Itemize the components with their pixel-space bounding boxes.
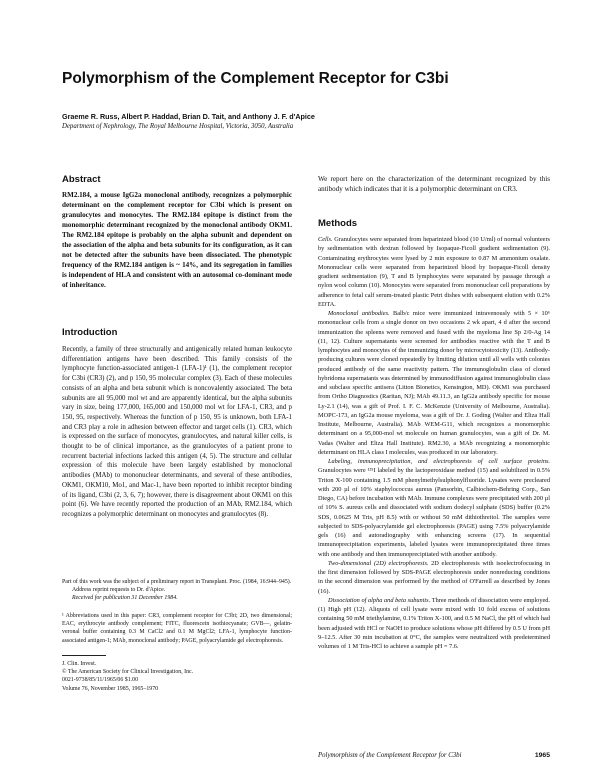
- methods-paragraph: Monoclonal antibodies. Balb/c mice were immunized intravenously with 5 × 10⁶ mononuclear cells from a single donor on two occasions 2 wk apart, 4 d after the second immunization the spleens were removed and fused with the myeloma line Sp 2/0-Ag 14 (11, 12). Culture supernatants were screened for antibodies reactive with the T and B lymphocytes and monocytes of the immunizing donor by microcytotoxicity (13). Antibody-producing cultures were cloned repeatedly by limiting dilution until all wells with colonies produced antibody of the same reactivity pattern. The immunoglobulin class of cloned hybridoma supernatants was determined by immunodiffusion against immunoglobulin class and subclass specific antisera (Litton Bionetics, Kensington, MD). OKM1 was purchased from Ortho Diagnostics (Raritan, NJ); MAb 49.11.3, an IgG2a antibody specific for mouse Ly-2.1 (14), was a gift of Prof. I. F. C. McKenzie (University of Melbourne, Australia). MOPC-173, an IgG2a mouse myeloma, was a gift of Dr. J. Goding (Walter and Eliza Hall Institute, Melbourne, Australia). MAb WEM-G11, which recognizes a monomorphic determinant on a 95,000-mol wt molecule on human granulocytes, was a gift of Dr. M. Vadas (Walter and Eliza Hall Institute). RM2.30, a MAb recognizing a monomorphic determinant on HLA class I molecules, was produced in our laboratory.: [318, 310, 550, 456]
- affiliation: Department of Nephrology, The Royal Melbourne Hospital, Victoria, 3050, Australia: [62, 123, 294, 130]
- methods-paragraph: Dissociation of alpha and beta subunits. Three methods of dissociation were employed. (1) High pH (12). Aliquots of cell lysate were mixed with 10 fold excess of solutions containing 50 mM triethylamine, 0.1% Triton X-100, and 0.5 M NaCl, the pH of which had been adjusted with HCl or NaOH to produce solutions whose pH differed by 0.5 U from pH 9–12.5. After 30 min incubation at 0°C, the samples were neutralized with predetermined volumes of 1 M Tris-HCl to achieve a sample pH = 7.6.: [318, 596, 550, 650]
- abstract-heading: Abstract: [62, 174, 101, 185]
- methods-paragraph: Cells. Granulocytes were separated from heparinized blood (10 U/ml) of normal volunteers by sedimentation with dextran followed by Isopaque-Ficoll gradient sedimentation (9). Contaminating erythrocytes were lysed by 2 min exposure to 0.87 M ammonium oxalate. Mononuclear cells were separated from heparinized blood by Isopaque-Ficoll density gradient sedimentation (9), T and B lymphocytes were separated by passage through a nylon wool column (10). Monocytes were separated from mononuclear cell preparations by adherence to fetal calf serum-treated plastic Petri dishes with subsequent elution with 0.2% EDTA.: [318, 236, 550, 308]
- journal-volume: Volume 76, November 1985, 1965–1970: [62, 685, 159, 692]
- methods-text: [318, 235, 550, 651]
- footnote-abbreviations: ¹ Abbreviations used in this paper: CR3, complement receptor for C3bi; 2D, two dimensional; EAC, erythrocyte antibody complement; FITC, fluorescein isothiocyanate; GVB—, gelatin-veronal buffer containing 0.3 M CaCl2 and 0.1 M MgCl2; LFA-1, lymphocyte function-associated antigen-1; MAb, monoclonal antibody; PAGE, polyacrylamide gel electrophoresis.: [62, 613, 292, 644]
- introduction-text: Recently, a family of three structurally and antigenically related human leukocyte differentiation antigens have been described. This family consists of the lymphocyte function-associated antigen-1 (LFA-1)¹ (1), the complement receptor for C3bi (CR3) (2), and p 150, 95 molecular complex (3). Each of these molecules consists of an alpha and beta subunit which is noncovalently associated. The beta subunits are all 95,000 mol wt and are apparently identical, but the alpha subunits vary in size, being 177,000, 165,000 and 150,000 mol wt for LFA-1, CR3, and p 150, 95, respectively. Whereas the function of p 150, 95 is unknown, both LFA-1 and CR3 play a role in adhesion between effector and target cells (1). CR3, which is expressed on the surface of monocytes, granulocytes, and natural killer cells, is thought to be of clinical importance, as the granulocytes of a patient prone to recurrent bacterial infections lacked this antigen (4, 5). The structure and cellular expression of this molecule have been largely established by monoclonal antibodies (MAb) to mononuclear determinants, and several of these antibodies, OKM1, OKM10, Mo1, and Mac-1, have been reported to inhibit receptor binding of its ligand, C3bi (2, 3, 6, 7); however, there is disagreement about OKM1 on this point (6). We have recently reported the production of an MAb, RM2.184, which recognizes a polymorphic determinant on monocytes and granulocytes (8).: [62, 346, 292, 518]
- footnote-preliminary: Part of this work was the subject of a preliminary report in Transplant. Proc. (1984, 16:944–945).: [62, 579, 292, 585]
- running-footer: [318, 752, 550, 759]
- journal-name: J. Clin. Invest.: [62, 661, 97, 667]
- footnote-received: Received for publication 31 December 1984.: [72, 595, 178, 602]
- journal-info: [62, 660, 292, 693]
- journal-copyright: © The American Society for Clinical Investigation, Inc.: [62, 669, 194, 676]
- footnote-address: Address reprint requests to Dr. d'Apice.: [72, 587, 166, 594]
- journal-code: 0021-9738/85/11/1965/06 $1.00: [62, 677, 139, 684]
- introduction-heading: Introduction: [62, 327, 118, 338]
- footnote-divider: [62, 655, 106, 656]
- right-intro-text: We report here on the characterization of the determinant recognized by this antibody which indicates that it is a polymorphic determinant on CR3.: [318, 175, 550, 193]
- methods-heading: Methods: [318, 218, 358, 229]
- page-number: 1965: [534, 752, 550, 759]
- methods-paragraph: Labeling, immunoprecipitation, and electrophoresis of cell surface proteins. Granulocytes were ¹²⁵I labeled by the lactoperoxidase method (15) and solubilized in 0.5% Triton X-100 containing 1.5 mM phenylmethylsulphonylfluoride. Lysates were precleared with 200 µl of 10% staphylococcus aureus (Pansorbin, Calbiochem-Behring Corp., San Diego, CA) before incubation with MAb. Immune complexes were precipitated with 200 µl of 10% S. aureus cells and dissociated with sodium dodecyl sulphate (SDS) buffer (0.2% SDS, 0.0625 M Tris, pH 8.5) with or without 50 mM dithiothreitol. The samples were subjected to SDS-polyacrylamide gel electrophoresis (PAGE) using 7.5% polyacrylamide gels (16) and autoradiography with enhancing screens (17). In sequential immunoprecipitation experiments, labeled lysates were immunoprecipitated three times with one antibody and then immunoprecipitated with another antibody.: [318, 458, 550, 558]
- running-footer-title: Polymorphism of the Complement Receptor for C3bi: [318, 752, 462, 759]
- abstract-text: RM2.184, a mouse IgG2a monoclonal antibody, recognizes a polymorphic determinant on the complement receptor for C3bi which is present on granulocytes and monocytes. The RM2.184 epitope is distinct from the monomorphic determinant recognized by the monoclonal antibody OKM1. The RM2.184 epitope is probably on the alpha subunit and dependent on the association of the alpha and beta subunits for its configuration, as it can not be detected after the subunits have been dissociated. The phenotypic frequency of the RM2.184 antigen is ~ 14%, and its segregation in families is independent of HLA and consistent with an autosomal co-dominant mode of inheritance.: [62, 191, 292, 289]
- article-title: Polymorphism of the Complement Receptor for C3bi: [62, 70, 449, 87]
- methods-paragraph: Two-dimensional (2D) electrophoresis. 2D electrophoresis with isoelectrofocusing in the first dimension followed by SDS-PAGE electrophoresis under nonreducing conditions in the second dimension was performed by the method of O'Farrell as described by Jones (16).: [318, 559, 550, 595]
- author-list: Graeme R. Russ, Albert P. Haddad, Brian D. Tait, and Anthony J. F. d'Apice: [62, 112, 315, 121]
- footnote-block-received: [62, 578, 292, 603]
